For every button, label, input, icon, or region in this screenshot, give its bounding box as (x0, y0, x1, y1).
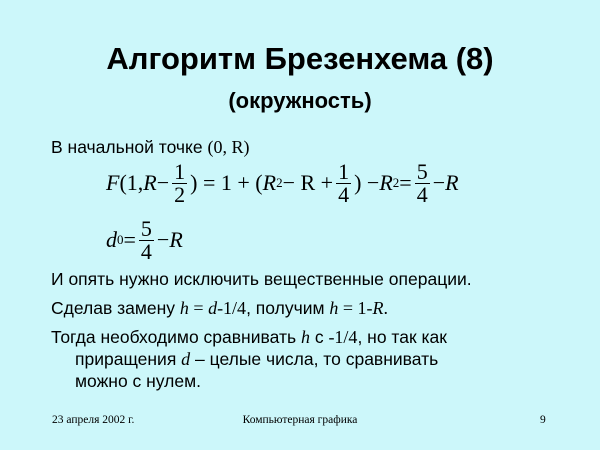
subst-eq1: = (188, 298, 209, 318)
paragraph-exclude-real: И опять нужно исключить вещественные операции. (51, 269, 472, 289)
eq1-half-den: 2 (174, 181, 186, 207)
eq1-F: F (106, 170, 120, 195)
eq2-tail-R: R (169, 227, 183, 252)
cmp-line2-pre: приращения (75, 349, 182, 369)
eq1-minus-R-plus: − R + (282, 170, 334, 195)
eq1-five-den: 4 (416, 181, 428, 207)
subst-R: R (372, 298, 384, 318)
eq1-close-minus: ) − (354, 170, 380, 195)
eq1-fraction-half (172, 158, 187, 207)
eq1-square-exp: 2 (276, 175, 283, 190)
eq1-R-squared-base-2: R (379, 170, 393, 195)
eq2-fraction-five-quarters (139, 215, 154, 264)
subst-mid: , получим (246, 298, 330, 318)
cmp-post: , но так как (357, 327, 447, 347)
eq2-d: d (106, 227, 117, 252)
eq1-args-open: (1, (119, 170, 144, 195)
cmp-h: h (300, 327, 310, 347)
eq1-equals: = (399, 170, 412, 195)
comparison-line-1 (51, 326, 591, 348)
eq2-subscript: 0 (117, 232, 124, 247)
paragraph-initial-point (51, 136, 591, 158)
footer-page-number: 9 (540, 414, 546, 426)
slide-subtitle: (окружность) (228, 88, 372, 113)
subst-d: d (208, 298, 218, 318)
subst-end: . (383, 298, 389, 318)
footer-course: Компьютерная графика (242, 414, 358, 426)
subst-rest1: -1/4 (217, 298, 247, 318)
eq1-quarter-den: 4 (338, 181, 350, 207)
eq2-five-den: 4 (140, 238, 152, 264)
eq1-tail-R: R (445, 170, 459, 195)
subst-pre: Сделав замену (51, 298, 180, 318)
equation-f (106, 160, 459, 206)
slide-title: Алгоритм Брезенхема (8) (106, 41, 494, 76)
eq1-R-squared-base: R (262, 170, 277, 195)
eq2-equals: = (123, 227, 136, 252)
eq2-tail-minus: − (156, 227, 170, 252)
eq2-five-num: 5 (140, 215, 152, 241)
eq1-quarter-num: 1 (338, 158, 350, 184)
cmp-val: -1/4 (328, 327, 358, 347)
paragraph-comparison (51, 326, 591, 392)
eq1-square-exp-2: 2 (392, 175, 400, 190)
paragraph-substitution (51, 297, 591, 319)
initial-point-text: В начальной точке (51, 137, 203, 157)
initial-point-coords: (0, R) (207, 137, 250, 157)
comparison-line-2 (51, 348, 591, 370)
cmp-pre: Тогда необходимо сравнивать (51, 327, 301, 347)
subst-h1: h (179, 298, 189, 318)
subst-eq2: = 1- (338, 298, 373, 318)
comparison-line-3: можно с нулем. (75, 371, 202, 391)
cmp-d: d (181, 349, 191, 369)
eq1-close-eq: ) = 1 + ( (190, 170, 263, 195)
eq1-minus: − (156, 170, 170, 195)
eq1-R: R (143, 170, 157, 195)
equation-d0 (106, 217, 183, 263)
eq1-five-num: 5 (416, 158, 428, 184)
subst-h2: h (329, 298, 339, 318)
eq1-tail-minus: − (432, 170, 446, 195)
footer-date: 23 апреля 2002 г. (52, 414, 135, 426)
eq1-half-num: 1 (174, 158, 186, 184)
cmp-mid: с (309, 327, 329, 347)
eq1-fraction-quarter (336, 158, 351, 207)
eq1-fraction-five-quarters (415, 158, 430, 207)
cmp-line2-post: – целые числа, то сравнивать (190, 349, 439, 369)
